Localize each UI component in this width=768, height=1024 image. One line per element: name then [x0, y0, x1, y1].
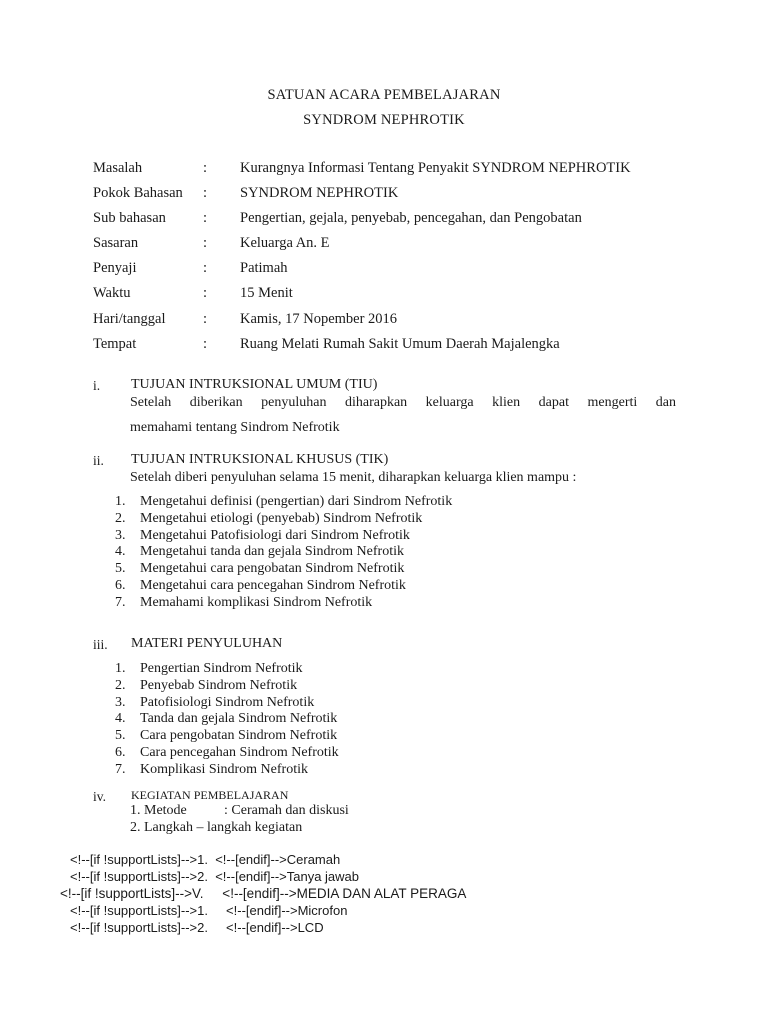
list-text: Cara pencegahan Sindrom Nefrotik [140, 745, 339, 760]
info-label: Tempat [93, 336, 137, 352]
info-value: SYNDROM NEPHROTIK [240, 185, 399, 201]
list-text: Mengetahui cara pengobatan Sindrom Nefrotik [140, 561, 405, 576]
list-text: Patofisiologi Sindrom Nefrotik [140, 695, 315, 710]
info-label: Sasaran [93, 235, 139, 251]
info-colon: : [203, 311, 208, 327]
raw-line: <!--[if !supportLists]-->V. <!--[endif]-->MEDIA DAN ALAT PERAGA [60, 886, 467, 901]
list-text: Pengertian Sindrom Nefrotik [140, 661, 303, 676]
raw-line: <!--[if !supportLists]-->2. <!--[endif]-->Tanya jawab [70, 869, 360, 884]
list-number: 5. [115, 728, 126, 743]
info-colon: : [203, 185, 208, 201]
langkah-line: 2. Langkah – langkah kegiatan [130, 820, 303, 835]
info-colon: : [203, 336, 208, 352]
list-text: Memahami komplikasi Sindrom Nefrotik [140, 595, 373, 610]
info-label: Pokok Bahasan [93, 185, 183, 201]
list-text: Cara pengobatan Sindrom Nefrotik [140, 728, 338, 743]
list-text: Tanda dan gejala Sindrom Nefrotik [140, 711, 338, 726]
info-label: Sub bahasan [93, 210, 166, 226]
info-colon: : [203, 235, 208, 251]
section-heading-materi: MATERI PENYULUHAN [131, 636, 283, 651]
list-number: 2. [115, 511, 126, 526]
info-value: Keluarga An. E [240, 235, 330, 251]
info-value: Kamis, 17 Nopember 2016 [240, 311, 398, 327]
info-label: Masalah [93, 160, 143, 176]
section-heading-tik: TUJUAN INTRUKSIONAL KHUSUS (TIK) [131, 452, 389, 467]
raw-line: <!--[if !supportLists]-->1. <!--[endif]-->Microfon [70, 903, 348, 918]
info-colon: : [203, 160, 208, 176]
list-text: Mengetahui Patofisiologi dari Sindrom Nefrotik [140, 528, 410, 543]
section-heading-kegiatan: KEGIATAN PEMBELAJARAN [131, 788, 289, 802]
tiu-paragraph-line1: Setelah diberikan penyuluhan diharapkan keluarga klien dapat mengerti dan [130, 395, 676, 410]
metode-value: : Ceramah dan diskusi [224, 803, 349, 818]
raw-line: <!--[if !supportLists]-->2. <!--[endif]-->LCD [70, 920, 324, 935]
list-number: 3. [115, 695, 126, 710]
list-text: Mengetahui cara pencegahan Sindrom Nefrotik [140, 578, 406, 593]
list-number: 1. [115, 494, 126, 509]
info-label: Hari/tanggal [93, 311, 166, 327]
tik-intro: Setelah diberi penyuluhan selama 15 menit, diharapkan keluarga klien mampu : [130, 470, 577, 485]
list-number: 3. [115, 528, 126, 543]
section-number: i. [93, 378, 101, 393]
info-colon: : [203, 210, 208, 226]
metode-line [130, 803, 349, 819]
list-number: 1. [115, 661, 126, 676]
info-value: 15 Menit [240, 285, 293, 301]
list-text: Mengetahui tanda dan gejala Sindrom Nefrotik [140, 544, 404, 559]
info-colon: : [203, 260, 208, 276]
list-text: Komplikasi Sindrom Nefrotik [140, 762, 308, 777]
info-value: Patimah [240, 260, 288, 276]
list-text: Mengetahui definisi (pengertian) dari Sindrom Nefrotik [140, 494, 453, 509]
document-title: SATUAN ACARA PEMBELAJARAN [267, 87, 501, 103]
section-number: iii. [93, 637, 108, 652]
section-number: iv. [93, 789, 106, 804]
section-number: ii. [93, 453, 104, 468]
list-number: 5. [115, 561, 126, 576]
list-number: 6. [115, 745, 126, 760]
raw-line: <!--[if !supportLists]-->1. <!--[endif]-->Ceramah [70, 852, 341, 867]
list-text: Mengetahui etiologi (penyebab) Sindrom Nefrotik [140, 511, 423, 526]
list-text: Penyebab Sindrom Nefrotik [140, 678, 298, 693]
info-value: Pengertian, gejala, penyebab, pencegahan, dan Pengobatan [240, 210, 582, 226]
info-value: Kurangnya Informasi Tentang Penyakit SYNDROM NEPHROTIK [240, 160, 631, 176]
info-label: Waktu [93, 285, 131, 301]
list-number: 6. [115, 578, 126, 593]
info-value: Ruang Melati Rumah Sakit Umum Daerah Majalengka [240, 336, 560, 352]
info-label: Penyaji [93, 260, 137, 276]
list-number: 4. [115, 711, 126, 726]
section-heading-tiu: TUJUAN INTRUKSIONAL UMUM (TIU) [131, 377, 378, 392]
metode-label: 1. Metode [130, 803, 187, 818]
document-subtitle: SYNDROM NEPHROTIK [303, 112, 465, 128]
tiu-paragraph-line2: memahami tentang Sindrom Nefrotik [130, 420, 340, 435]
list-number: 7. [115, 595, 126, 610]
info-colon: : [203, 285, 208, 301]
list-number: 7. [115, 762, 126, 777]
list-number: 4. [115, 544, 126, 559]
list-number: 2. [115, 678, 126, 693]
